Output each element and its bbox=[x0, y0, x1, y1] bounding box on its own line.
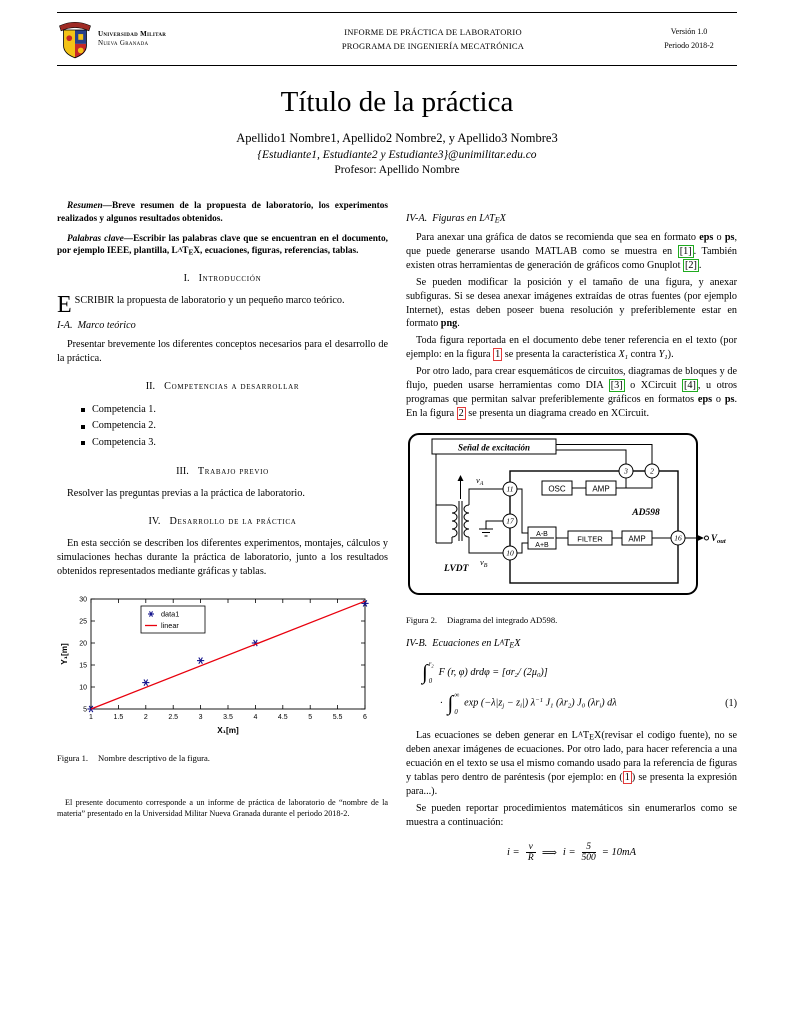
fraction: $\frac{5}{500}$ bbox=[581, 841, 596, 864]
citation-link[interactable]: [1] bbox=[679, 246, 692, 258]
authors-line: Apellido1 Nombre1, Apellido2 Nombre2, y Apellido3 Nombre3 bbox=[236, 131, 558, 145]
figure2-caption: Figura 2. Diagrama del integrado AD598. bbox=[406, 614, 558, 625]
node-3-label: 3 bbox=[624, 466, 628, 476]
node-17-label: 17 bbox=[506, 516, 514, 526]
svg-text:X₁[m]: X₁[m] bbox=[217, 725, 239, 735]
equation-line-1: ∫ r2 0 F (r, φ) drdφ = [σr2/ (2μ0)] bbox=[422, 660, 548, 686]
svg-text:25: 25 bbox=[79, 618, 87, 626]
university-name-line2: Nueva Granada bbox=[98, 39, 149, 47]
citation-link[interactable]: [2] bbox=[684, 259, 697, 271]
header-center bbox=[225, 25, 641, 54]
diff-numerator-label: A-B bbox=[536, 530, 548, 538]
header-report-type: INFORME DE PRÁCTICA DE LABORATORIO bbox=[344, 26, 522, 37]
latex-logo: LATEX bbox=[493, 636, 521, 650]
keywords-paragraph: Palabras clave—Escribir las palabras clave que se encuentran en el documento, por ejemplo IEEE, plantilla, LATEX, ecuaciones, figuras, referencias, tablas. bbox=[57, 233, 388, 257]
section-heading-competencias: II. Competencias a desarrollar bbox=[145, 380, 300, 392]
svg-text:2.5: 2.5 bbox=[168, 713, 179, 721]
marco-teorico-paragraph: Presentar brevemente los diferentes conceptos necesarios para el desarrollo de la práctica. bbox=[57, 339, 388, 365]
citation-link[interactable]: [3] bbox=[610, 380, 623, 392]
header-version: Versión 1.0 bbox=[670, 26, 708, 36]
section-heading-desarrollo: IV. Desarrollo de la práctica bbox=[148, 516, 297, 528]
va-label: $v_A$ bbox=[476, 474, 484, 487]
reference-link[interactable]: 1 bbox=[495, 349, 501, 361]
integral-sign: ∫ bbox=[447, 691, 454, 716]
node-11-label: 11 bbox=[506, 484, 514, 494]
university-name bbox=[98, 30, 166, 49]
svg-text:4: 4 bbox=[253, 713, 258, 721]
latex-logo: LATEX bbox=[479, 212, 506, 225]
abstract-paragraph: Resumen—Breve resumen de la propuesta de laboratorio, los experimentos realizados y algunos resultados obtenidos. bbox=[57, 201, 388, 224]
footnote: El presente documento corresponde a un informe de práctica de laboratorio de “nombre de la materia” presentado en la Universidad Militar Nueva Granada durante el periodo 2018-2. bbox=[57, 797, 388, 819]
competencias-list bbox=[57, 402, 388, 452]
intro-text: SCRIBIR la propuesta de laboratorio y un pequeño marco teórico. bbox=[74, 295, 345, 307]
figure-2 bbox=[406, 431, 737, 625]
node-16-label: 16 bbox=[674, 533, 682, 543]
fraction: $\frac{v}{R}$ bbox=[526, 842, 536, 865]
svg-text:1.5: 1.5 bbox=[113, 713, 124, 721]
svg-text:5.5: 5.5 bbox=[332, 713, 343, 721]
svg-text:linear: linear bbox=[161, 620, 179, 630]
list-item: Competencia 1. bbox=[81, 402, 388, 419]
square-bullet-icon bbox=[81, 425, 85, 429]
integral-2: ∫ ∞ 0 bbox=[447, 691, 460, 717]
left-column bbox=[57, 200, 388, 876]
svg-text:20: 20 bbox=[79, 640, 87, 648]
equation-number: (1) bbox=[725, 698, 737, 710]
section-heading-introduccion: I. Introducción bbox=[183, 273, 262, 285]
citation-link[interactable]: [4] bbox=[684, 380, 696, 392]
integral-sign: ∫ bbox=[422, 660, 428, 685]
figure2-diagram bbox=[406, 431, 728, 603]
subsection-heading-marco-teorico: I-A. Marco teórico bbox=[57, 320, 136, 332]
svg-text:3.5: 3.5 bbox=[223, 713, 233, 721]
svg-text:data1: data1 bbox=[161, 609, 180, 619]
vb-label: $v_B$ bbox=[480, 556, 488, 569]
svg-text:5: 5 bbox=[308, 713, 313, 721]
svg-text:10: 10 bbox=[79, 684, 87, 692]
implies-arrow: ⟹ bbox=[541, 847, 557, 859]
university-logo bbox=[57, 17, 225, 61]
figuras-paragraph-4: Por otro lado, para crear esquemáticos de circuitos, diagramas de bloques y de flujo, pueden usarse herramientas como DIA [3] o XCircuit [4] , u otros programas que permitan salvar preferiblemente gráficos en formatos eps o ps. En la figura 2 se presenta un diagrama creado en XCircuit. bbox=[406, 366, 738, 419]
desarrollo-paragraph: En esta sección se describen los diferentes experimentos, montajes, cálculos y simulaciones hechas durante la práctica de laboratorio, junto a los resultados obtenidos representados mediante gráficas y tablas. bbox=[57, 538, 388, 578]
amp2-block-label: AMP bbox=[628, 534, 646, 544]
excitation-label: Señal de excitación bbox=[458, 442, 530, 453]
subsection-heading-ecuaciones: IV-B. Ecuaciones en LATEX bbox=[406, 636, 521, 650]
square-bullet-icon bbox=[81, 408, 85, 412]
figure-1 bbox=[57, 589, 388, 763]
svg-text:4.5: 4.5 bbox=[277, 713, 288, 721]
subsection-heading-figuras: IV-A. Figuras en LATEX bbox=[406, 212, 506, 225]
equation-line-2: · ∫ ∞ 0 exp (−λ|zj − zi|) $\lambda^{-1}$ J1 (λr2) J0 (λri) dλ (1) bbox=[440, 691, 737, 717]
list-item: Competencia 2. bbox=[81, 418, 388, 435]
header-period: Periodo 2018-2 bbox=[664, 41, 714, 50]
list-item: Competencia 3. bbox=[81, 435, 388, 452]
filter-block-label: FILTER bbox=[577, 534, 603, 544]
ecuaciones-paragraph-1: Las ecuaciones se deben generar en LATEX(revisar el codigo fuente), no se deben anexar imágenes de ecuaciones. Por otro lado, para hacer referencia a una ecuación en el texto se usa el mismo comando usado para la referencia de figuras y tablas pero dentro de paréntesis (por ejemplo: en ( 1 ) se presenta la expresión para...). bbox=[406, 729, 738, 797]
right-column bbox=[406, 200, 737, 876]
figure1-caption: Figura 1. Nombre descriptivo de la figura. bbox=[57, 752, 210, 763]
intro-paragraph bbox=[57, 292, 388, 319]
section-heading-trabajo-previo: III. Trabajo previo bbox=[176, 466, 269, 478]
header-right bbox=[641, 25, 737, 54]
emails-line: {Estudiante1, Estudiante2 y Estudiante3}@unimilitar.edu.co bbox=[257, 149, 537, 161]
latex-logo: LATEX bbox=[571, 729, 602, 742]
page-title: Título de la práctica bbox=[280, 86, 514, 118]
reference-link[interactable]: 1 bbox=[624, 772, 630, 783]
svg-text:1: 1 bbox=[89, 713, 93, 721]
reference-link[interactable]: 2 bbox=[458, 407, 464, 419]
math-expression: i = $\frac{v}{R}$ ⟹ i = $\frac{5}{500}$ = 10mA bbox=[506, 841, 637, 864]
figuras-paragraph-1: Para anexar una gráfica de datos se recomienda que sea en formato eps o ps, que puede generarse usando MATLAB como se muestra en [1] . También existen otras herramientas de generación de gráficos como Gnuplot [2] . bbox=[406, 232, 737, 271]
ecuaciones-paragraph-2: Se pueden reportar procedimientos matemáticos sin enumerarlos como se muestra a continuación: bbox=[406, 802, 737, 828]
vout-label: $V_{out}$ bbox=[711, 532, 726, 545]
figuras-paragraph-2: Se pueden modificar la posición y el tamaño de una figura, y anexar subfiguras. Si se desea anexar imágenes extraídas de otras fuentes (por ejemplo Internet), estas deben poseer buena resolución y preferiblemente estar en formato png. bbox=[406, 276, 737, 330]
svg-text:6: 6 bbox=[363, 713, 367, 721]
node-2-label: 2 bbox=[650, 466, 654, 476]
svg-text:15: 15 bbox=[79, 662, 87, 670]
university-crest-icon bbox=[57, 17, 93, 61]
node-10-label: 10 bbox=[506, 548, 514, 558]
header-program: PROGRAMA DE INGENIERÍA MECATRÓNICA bbox=[341, 41, 525, 51]
integral-1: ∫ r2 0 bbox=[422, 660, 434, 686]
lvdt-label: LVDT bbox=[444, 563, 469, 574]
osc-block-label: OSC bbox=[548, 484, 566, 494]
document-body bbox=[57, 200, 737, 876]
svg-text:30: 30 bbox=[79, 596, 87, 604]
dropcap: E bbox=[57, 292, 72, 319]
square-bullet-icon bbox=[81, 441, 85, 445]
document-header bbox=[57, 12, 737, 66]
latex-logo: LATEX bbox=[171, 246, 201, 257]
svg-text:3: 3 bbox=[198, 713, 203, 721]
figuras-paragraph-3: Toda figura reportada en el documento debe tener referencia en el texto (por ejemplo: en la figura 1 se presenta la característica X1 contra Y1). bbox=[406, 335, 737, 362]
diff-denominator-label: A+B bbox=[535, 541, 549, 549]
trabajo-previo-paragraph: Resolver las preguntas previas a la práctica de laboratorio. bbox=[67, 488, 305, 500]
svg-text:Y₁[m]: Y₁[m] bbox=[60, 643, 69, 665]
professor-line: Profesor: Apellido Nombre bbox=[334, 164, 460, 176]
svg-text:2: 2 bbox=[143, 713, 148, 721]
figure1-chart bbox=[57, 589, 373, 741]
equation-1 bbox=[406, 659, 737, 717]
university-name-line1: Universidad Militar bbox=[98, 29, 167, 38]
svg-text:5: 5 bbox=[83, 706, 87, 714]
amp1-block-label: AMP bbox=[592, 484, 610, 494]
chip-label: AD598 bbox=[632, 507, 660, 518]
